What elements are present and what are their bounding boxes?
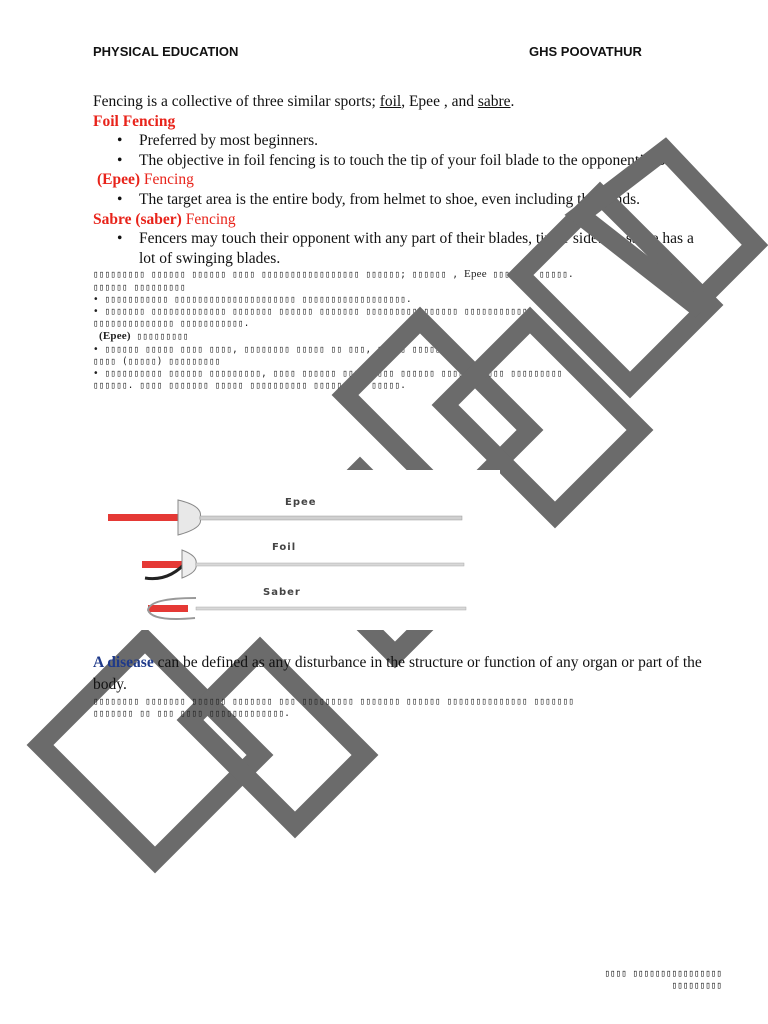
epee-label: Epee <box>285 497 317 508</box>
ml-line: • ▯▯▯▯▯▯▯▯▯▯▯ ▯▯▯▯▯▯▯▯▯▯▯▯▯▯▯▯▯▯▯▯▯ ▯▯▯▯▯▯▯▯▯▯▯▯▯▯▯▯▯▯. <box>93 293 412 305</box>
ml-line: ▯▯▯▯▯▯▯ ▯▯ ▯▯▯ ▯▯▯▯ ▯▯▯▯▯▯▯▯▯▯▯▯▯. <box>93 708 291 720</box>
ml-epee: Epee <box>464 268 487 281</box>
saber-grip <box>148 605 188 612</box>
epee-heading-red: (Epee) <box>97 171 141 189</box>
malayalam-translation <box>93 268 713 392</box>
epee-grip <box>108 514 178 521</box>
footer-line: ▯▯▯▯▯▯▯▯▯ <box>671 980 722 991</box>
ml-text: ▯▯▯▯▯▯▯▯▯ <box>130 331 189 343</box>
ml-line: • ▯▯▯▯▯▯▯ ▯▯▯▯▯▯▯▯▯▯▯▯▯ ▯▯▯▯▯▯▯ ▯▯▯▯▯▯ ▯▯▯▯▯▯▯ ▯▯▯▯▯▯▯▯▯ ▯▯▯▯▯▯ ▯▯▯▯▯▯▯▯▯▯▯ <box>93 305 528 317</box>
epee-blade <box>200 516 462 520</box>
intro-mid: , Epee , and <box>401 93 478 110</box>
intro-end: . <box>510 93 515 110</box>
weapons-illustration <box>100 470 500 630</box>
foil-bullets <box>93 131 713 170</box>
ml-text: ▯▯▯▯▯▯▯▯▯ ▯▯▯▯▯▯ ▯▯▯▯▯▯ ▯▯▯▯ ▯▯▯▯▯▯▯▯▯▯▯▯▯▯▯▯▯ ▯▯▯▯▯▯; ▯▯▯▯▯▯ , <box>93 269 465 281</box>
sabre-bullets <box>93 229 713 268</box>
epee-guard <box>178 500 201 535</box>
ml-line: • ▯▯▯▯▯▯ ▯▯▯▯▯ ▯▯▯▯ ▯▯▯▯, ▯▯▯▯▯▯▯▯ ▯▯▯▯▯ ▯▯ ▯▯▯, ▯▯▯▯▯ ▯▯▯▯▯. <box>93 343 447 355</box>
ml-line: • ▯▯▯▯▯▯▯▯▯▯ ▯▯▯▯▯▯ ▯▯▯▯▯▯▯▯▯, ▯▯▯▯ ▯▯▯▯▯▯ ▯▯▯▯▯▯▯▯▯ ▯▯▯▯▯▯ ▯▯▯▯▯▯▯▯▯▯▯ ▯▯▯▯▯▯▯▯▯ <box>93 367 563 379</box>
foil-bullet-1: • Preferred by most beginners. <box>139 131 713 151</box>
sabre-heading <box>93 210 713 230</box>
sabre-link-text: sabre <box>477 93 511 110</box>
epee-heading <box>93 170 713 190</box>
ml-line: ▯▯▯▯▯▯▯▯▯▯▯▯▯▯ ▯▯▯▯▯▯▯▯▯▯▯. <box>93 318 250 330</box>
saber-label: Saber <box>263 587 301 598</box>
foil-bullet-2: • The objective in foil fencing is to touch the tip of your foil blade to the opponent’s torso <box>139 151 713 171</box>
footer <box>560 968 722 992</box>
header-subject: PHYSICAL EDUCATION <box>93 44 239 59</box>
ml-line <box>93 330 713 343</box>
foil-guard <box>182 550 196 578</box>
ml-text: ▯▯▯▯▯▯▯ ▯▯▯▯▯. <box>486 269 574 281</box>
ml-line: ▯▯▯▯▯▯▯▯ ▯▯▯▯▯▯▯ ▯▯▯▯▯▯ ▯▯▯▯▯▯▯ ▯▯▯ ▯▯▯▯▯▯▯▯▯ ▯▯▯▯▯▯▯ ▯▯▯▯▯▯ ▯▯▯▯▯▯▯▯▯▯▯▯▯▯ ▯▯▯▯▯▯▯ <box>93 696 575 707</box>
epee-bullets <box>93 190 713 210</box>
saber-blade <box>196 607 466 610</box>
ml-line: ▯▯▯▯ (▯▯▯▯▯) ▯▯▯▯▯▯▯▯▯ <box>93 355 221 367</box>
disease-text: can be defined as any disturbance in the structure or function of any organ or part of the body. <box>93 654 702 693</box>
footer-line: ▯▯▯▯ ▯▯▯▯▯▯▯▯▯▯▯▯▯▯▯▯ <box>604 968 722 979</box>
foil-blade <box>196 563 464 566</box>
intro-paragraph <box>93 92 713 112</box>
sabre-heading-rest: Fencing <box>181 210 236 228</box>
fencing-weapons-figure <box>100 470 500 630</box>
foil-heading: Foil Fencing <box>93 112 176 130</box>
disease-section <box>93 652 713 720</box>
sabre-bullet-1: • Fencers may touch their opponent with any part of their blades, tip or side. So sabre has a lot of swinging blades. <box>139 229 713 268</box>
ml-epee: (Epee) <box>99 330 131 343</box>
fencing-section <box>93 92 713 392</box>
disease-malayalam <box>93 696 713 720</box>
ml-line <box>93 268 713 281</box>
foil-link-text: foil <box>379 93 402 110</box>
epee-heading-rest: Fencing <box>140 171 194 189</box>
disease-term: A disease <box>93 654 154 671</box>
epee-bullet-1: • The target area is the entire body, from helmet to shoe, even including the hands. <box>139 190 713 210</box>
foil-label: Foil <box>272 542 297 553</box>
disease-definition <box>93 652 713 696</box>
sabre-heading-red: Sabre (saber) <box>93 210 182 228</box>
ml-line: ▯▯▯▯▯▯. ▯▯▯▯ ▯▯▯▯▯▯▯ ▯▯▯▯▯ ▯▯▯▯▯▯▯▯▯▯ ▯▯▯▯▯▯▯▯▯ ▯▯▯▯▯. <box>93 380 407 392</box>
ml-line: ▯▯▯▯▯▯ ▯▯▯▯▯▯▯▯▯ <box>93 281 186 293</box>
foil-grip <box>142 561 182 568</box>
intro-text: Fencing is a collective of three similar sports; <box>93 93 380 110</box>
header-school: GHS POOVATHUR <box>529 44 642 59</box>
